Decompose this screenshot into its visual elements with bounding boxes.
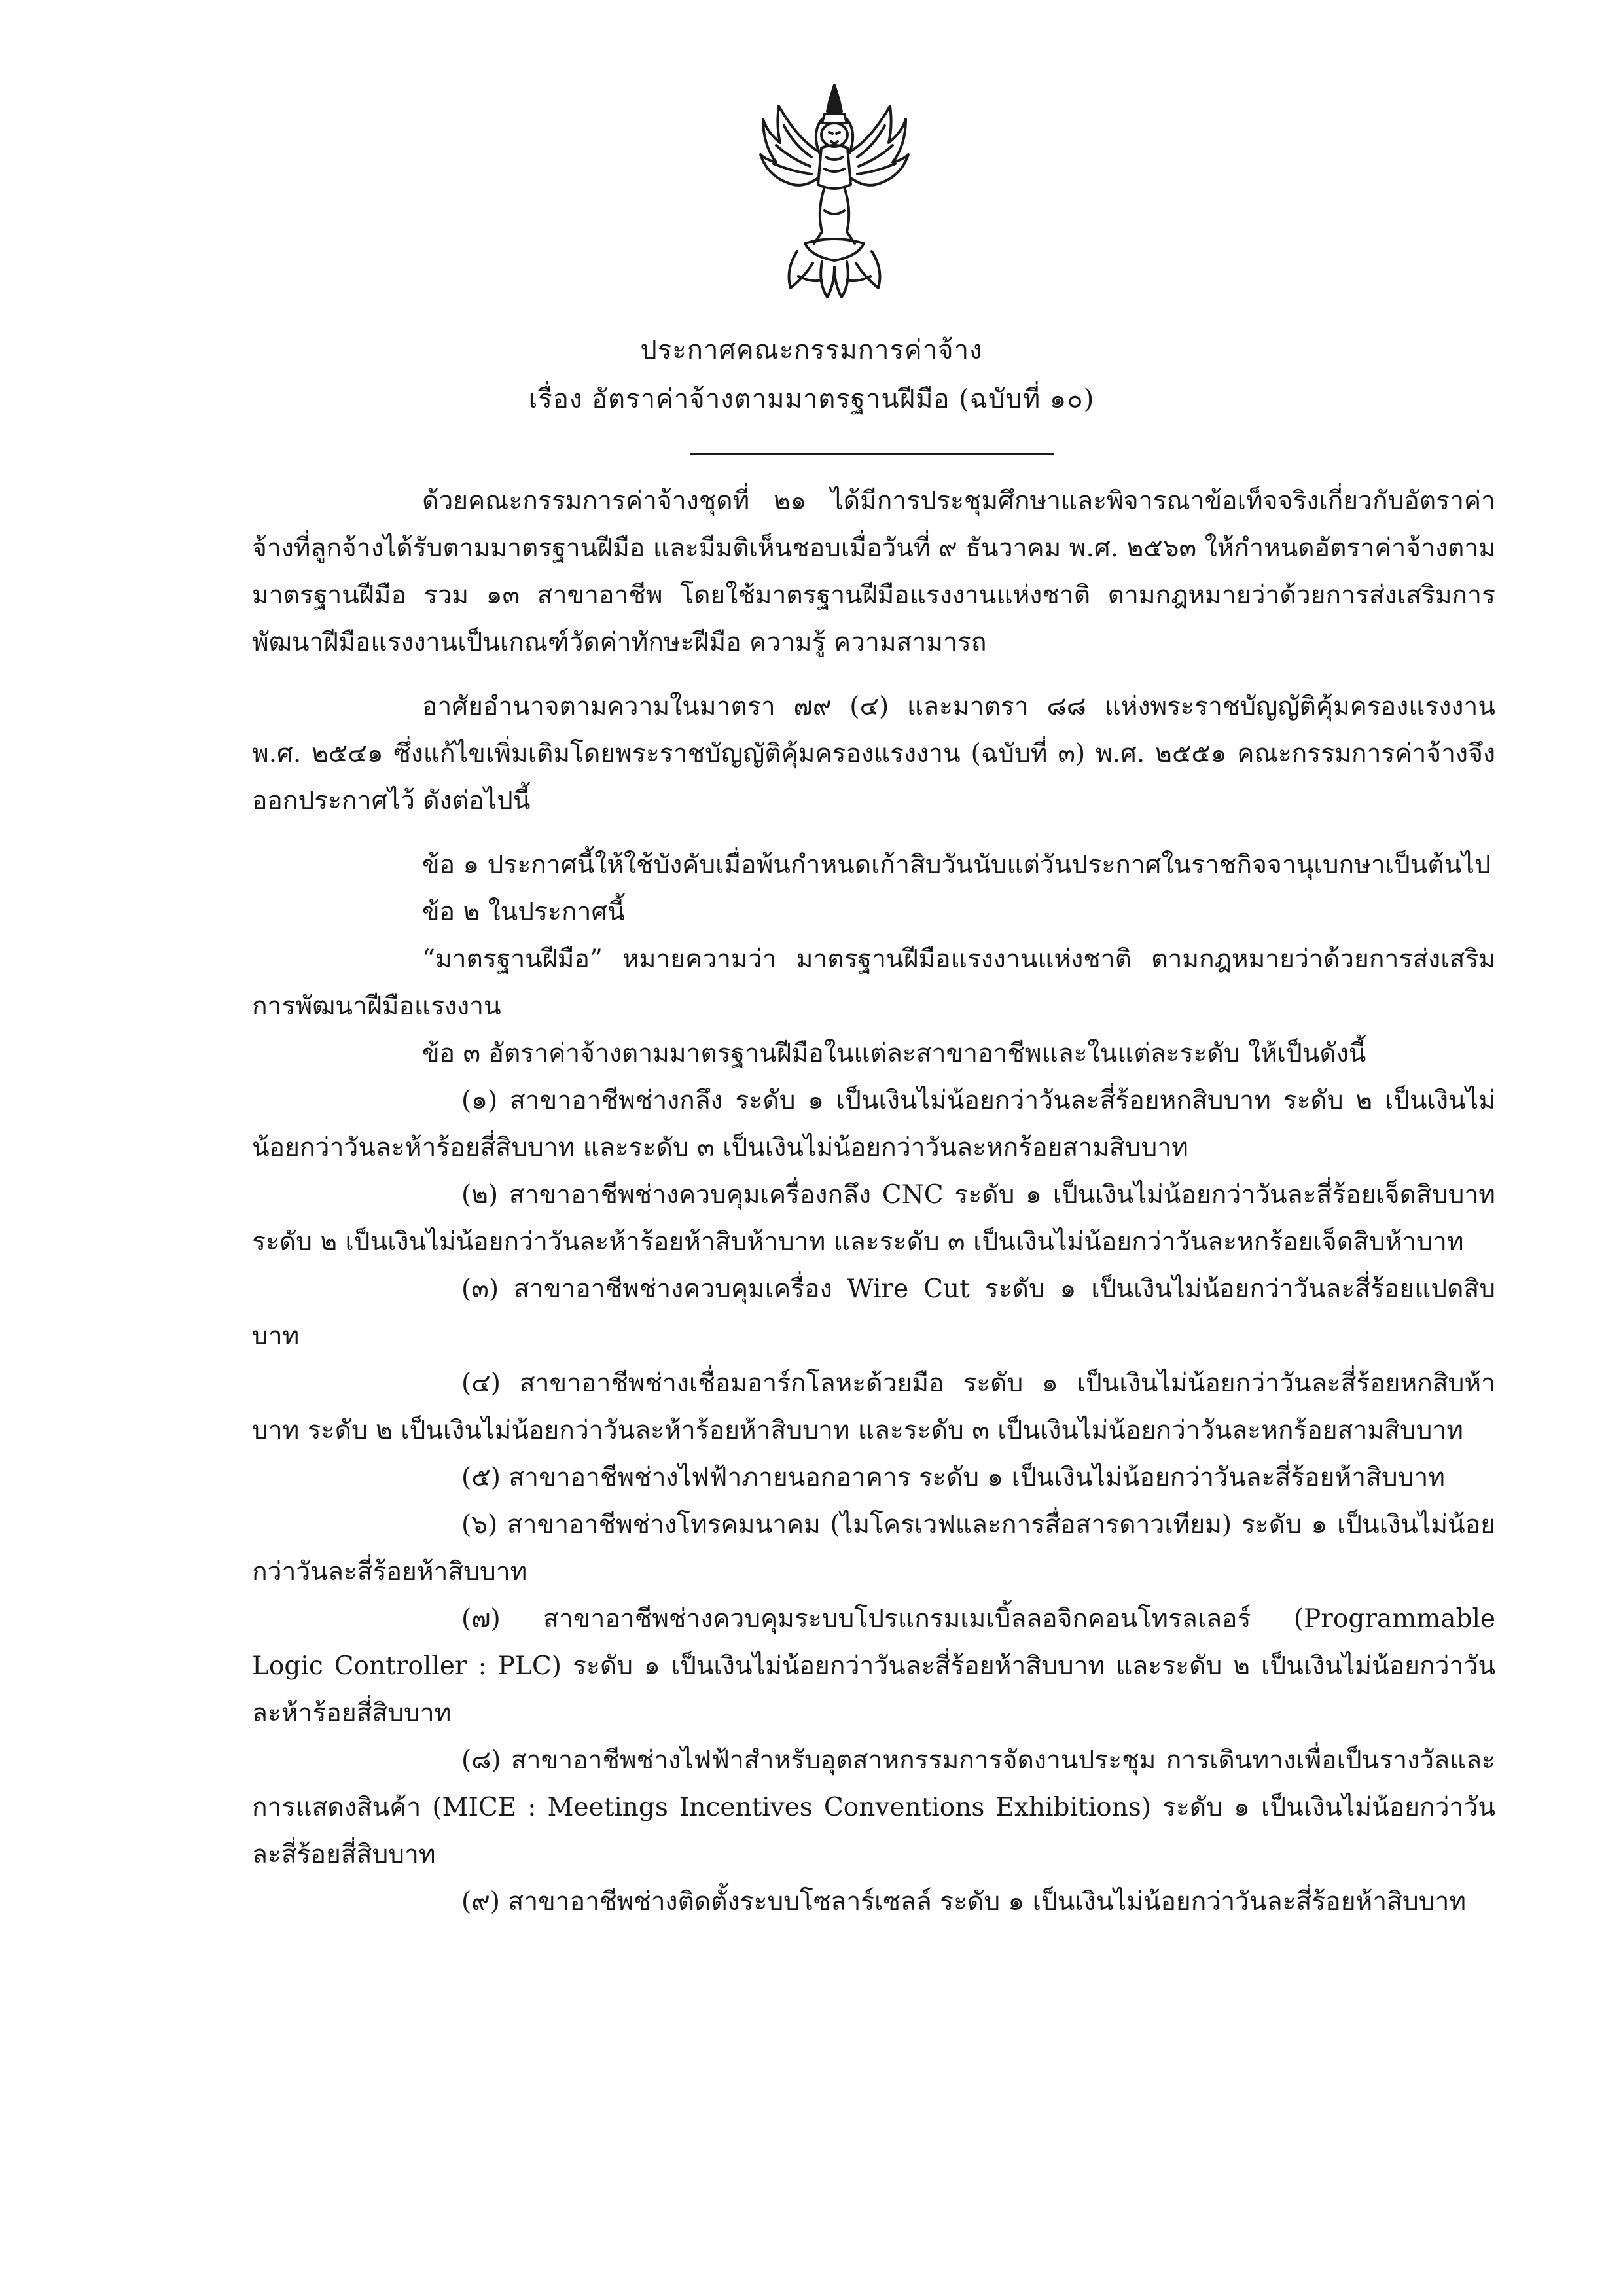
clause-3: ข้อ ๓ อัตราค่าจ้างตามมาตรฐานฝีมือในแต่ละสาขาอาชีพและในแต่ละระดับ ให้เป็นดังนี้ xyxy=(422,1039,1366,1068)
list-item: (๑) สาขาอาชีพช่างกลึง ระดับ ๑ เป็นเงินไม่น้อยกว่าวันละสี่ร้อยหกสิบบาท ระดับ ๒ เป็นเงินไม่น้อยกว่าวันละห้าร้อยสี่สิบบาท และระดับ ๓ เป็นเงินไม่น้อยกว่าวันละหกร้อยสามสิบบาท xyxy=(252,1086,1495,1162)
title-divider xyxy=(690,453,1054,455)
clause-1: ข้อ ๑ ประกาศนี้ให้ใช้บังคับเมื่อพ้นกำหนดเก้าสิบวันนับแต่วันประกาศในราชกิจจานุเบกษาเป็นต้นไป xyxy=(422,850,1491,880)
announcement-title: ประกาศคณะกรรมการค่าจ้าง xyxy=(640,335,983,365)
list-item: (๔) สาขาอาชีพช่างเชื่อมอาร์กโลหะด้วยมือ ระดับ ๑ เป็นเงินไม่น้อยกว่าวันละสี่ร้อยหกสิบห้าบาท ระดับ ๒ เป็นเงินไม่น้อยกว่าวันละห้าร้อยห้าสิบบาท และระดับ ๓ เป็นเงินไม่น้อยกว่าวันละหกร้อยสามสิบบาท xyxy=(252,1369,1495,1445)
list-item: (๓) สาขาอาชีพช่างควบคุมเครื่อง Wire Cut ระดับ ๑ เป็นเงินไม่น้อยกว่าวันละสี่ร้อยแปดสิบบาท xyxy=(252,1274,1495,1351)
announcement-subject: เรื่อง อัตราค่าจ้างตามมาตรฐานฝีมือ (ฉบับที่ ๑๐) xyxy=(528,384,1095,414)
garuda-emblem-icon xyxy=(759,80,910,302)
list-item: (๖) สาขาอาชีพช่างโทรคมนาคม (ไมโครเวฟและการสื่อสารดาวเทียม) ระดับ ๑ เป็นเงินไม่น้อยกว่าวันละสี่ร้อยห้าสิบบาท xyxy=(252,1510,1495,1587)
list-item: (๗) สาขาอาชีพช่างควบคุมระบบโปรแกรมเมเบิ้ลลอจิกคอนโทรลเลอร์ (Programmable Logic Controller : PLC) ระดับ ๑ เป็นเงินไม่น้อยกว่าวันละสี่ร้อยห้าสิบบาท และระดับ ๒ เป็นเงินไม่น้อยกว่าวันละห้าร้อยสี่สิบบาท xyxy=(252,1604,1495,1728)
clause-2: ข้อ ๒ ในประกาศนี้ xyxy=(422,897,625,927)
list-item: (๒) สาขาอาชีพช่างควบคุมเครื่องกลึง CNC ระดับ ๑ เป็นเงินไม่น้อยกว่าวันละสี่ร้อยเจ็ดสิบบาท ระดับ ๒ เป็นเงินไม่น้อยกว่าวันละห้าร้อยห้าสิบห้าบาท และระดับ ๓ เป็นเงินไม่น้อยกว่าวันละหกร้อยเจ็ดสิบห้าบาท xyxy=(252,1180,1495,1257)
list-item: (๙) สาขาอาชีพช่างติดตั้งระบบโซลาร์เซลล์ ระดับ ๑ เป็นเงินไม่น้อยกว่าวันละสี่ร้อยห้าสิบบาท xyxy=(461,1887,1467,1916)
intro-paragraph: ด้วยคณะกรรมการค่าจ้างชุดที่ ๒๑ ได้มีการประชุมศึกษาและพิจารณาข้อเท็จจริงเกี่ยวกับอัตราค่าจ้างที่ลูกจ้างได้รับตามมาตรฐานฝีมือ และมีมติเห็นชอบเมื่อวันที่ ๙ ธันวาคม พ.ศ. ๒๕๖๓ ให้กำหนดอัตราค่าจ้างตามมาตรฐานฝีมือ รวม ๑๓ สาขาอาชีพ โดยใช้มาตรฐานฝีมือแรงงานแห่งชาติ ตามกฎหมายว่าด้วยการส่งเสริมการพัฒนาฝีมือแรงงานเป็นเกณฑ์วัดค่าทักษะฝีมือ ความรู้ ความสามารถ xyxy=(252,486,1495,657)
list-item: (๘) สาขาอาชีพช่างไฟฟ้าสำหรับอุตสาหกรรมการจัดงานประชุม การเดินทางเพื่อเป็นรางวัลและการแสดงสินค้า (MICE : Meetings Incentives Conventions Exhibitions) ระดับ ๑ เป็นเงินไม่น้อยกว่าวันละสี่ร้อยสี่สิบบาท xyxy=(252,1746,1495,1869)
definition-paragraph: “มาตรฐานฝีมือ” หมายความว่า มาตรฐานฝีมือแรงงานแห่งชาติ ตามกฎหมายว่าด้วยการส่งเสริมการพัฒนาฝีมือแรงงาน xyxy=(252,944,1495,1021)
list-item: (๕) สาขาอาชีพช่างไฟฟ้าภายนอกอาคาร ระดับ ๑ เป็นเงินไม่น้อยกว่าวันละสี่ร้อยห้าสิบบาท xyxy=(461,1463,1446,1492)
document-body xyxy=(252,478,1495,1926)
authority-paragraph: อาศัยอำนาจตามความในมาตรา ๗๙ (๔) และมาตรา ๘๘ แห่งพระราชบัญญัติคุ้มครองแรงงาน พ.ศ. ๒๕๔๑ ซึ่งแก้ไขเพิ่มเติมโดยพระราชบัญญัติคุ้มครองแรงงาน (ฉบับที่ ๓) พ.ศ. ๒๕๕๑ คณะกรรมการค่าจ้างจึงออกประกาศไว้ ดังต่อไปนี้ xyxy=(252,692,1495,816)
